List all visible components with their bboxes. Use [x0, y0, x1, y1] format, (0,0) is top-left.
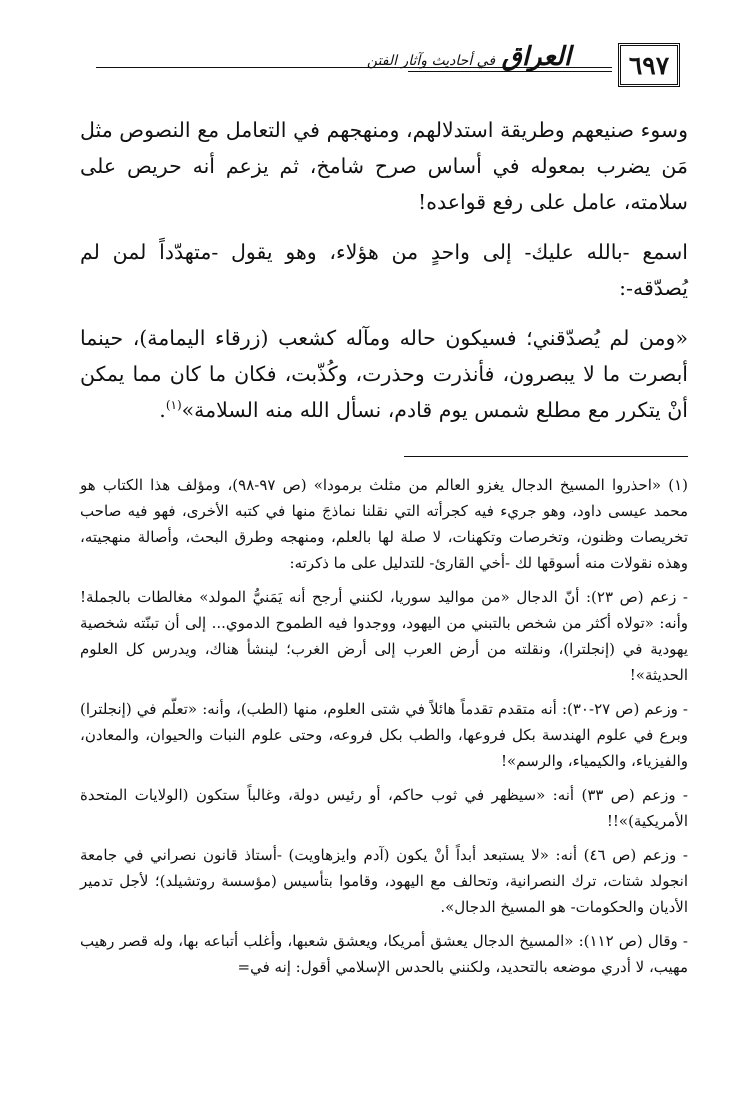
footnote: - وقال (ص ١١٢): «المسيخ الدجال يعشق أمريكا، ويعشق شعبها، وأغلب أتباعه بها، وله قصر رهيب مهيب، لا أدري موضعه بالتحديد، ولكنني بالحدس الإسلامي أقول: إنه في=: [80, 932, 688, 976]
book-title: [344, 42, 594, 72]
paragraph: اسمع -بالله عليك- إلى واحدٍ من هؤلاء، وهو يقول -متهدّداً لمن لم يُصدّقه-:: [80, 240, 688, 300]
quote-text: «ومن لم يُصدّقني؛ فسيكون حاله ومآله كشعب (زرقاء اليمامة)، حينما أبصرت ما لا يبصرون، فأنذرت وحذرت، وكُذّبت، فكان ما كان مما يمكن أنْ يتكرر مع مطلع شمس يوم قادم، نسأل الله منه السلامة»: [80, 326, 688, 422]
running-header: [96, 38, 680, 100]
footnote-ref: (١): [165, 398, 182, 413]
footnote: - وزعم (ص ٣٣) أنه: «سيظهر في ثوب حاكم، أو رئيس دولة، وغالباً ستكون (الولايات المتحدة الأمريكية)»!!: [80, 786, 688, 830]
footnotes: [80, 472, 688, 980]
book-title-main: العراق: [501, 42, 572, 72]
footnote: (١) «احذروا المسيخ الدجال يغزو العالم من مثلث برمودا» (ص ٩٧-٩٨)، ومؤلف هذا الكتاب هو محمد عيسى داود، وهو جريء فيه كجرأته التي نقلنا نماذجَ منها في كتبه الأخرى، فهو فيه صاحب تخريصات وظنون، وتخرصات وتكهنات، لا صلة لها بالعلم، ومنهجه وطرق البحث، وأصالة منهجيته، وهذه نقولات منه أسوقها لك -أخي القارئ- للتدليل على ما ذكرته:: [80, 476, 688, 572]
book-title-sub: في أحاديث وآثار الفتن: [366, 53, 496, 69]
footnote: - وزعم (ص ٢٧-٣٠): أنه متقدم تقدماً هائلاً في شتى العلوم، منها (الطب)، وأنه: «تعلّم في (إنجلترا) وبرع في علوم الهندسة بكل فروعها، والطب بكل فروعه، وحتى علوم النبات والحيوان، والمعادن، والفيزياء، والكيمياء، والرسم»!: [80, 700, 689, 770]
footnote-separator: [404, 456, 688, 457]
quote-end: .: [159, 398, 166, 422]
quote-paragraph: [80, 320, 688, 428]
footnote: - زعم (ص ٢٣): أنّ الدجال «من مواليد سوريا، لكنني أرجح أنه يَمَنيُّ المولد» مغالطات بالجملة! وأنه: «تولاه أكثر من شخص بالتبني من اليهود، ووجدوا فيه الطموح الدموي... إلى أن تبنّته شخصية يهودية في (إنجلترا)، ونقلته من أرض العرب إلى أرض الغرب؛ لينشأ هناك، ويدرس كل العلوم الحديثة»!: [80, 588, 688, 684]
footnote: - وزعم (ص ٤٦) أنه: «لا يستبعد أبداً أنْ يكون (آدم وايزهاويت) -أستاذ قانون نصراني في جامعة انجولد شتات، ترك النصرانية، وتحالف مع اليهود، وقاموا بتأسيس (مؤسسة روتشيلد)؛ لأجل تدمير الأديان والحكومات- هو المسيخ الدجال».: [80, 846, 689, 916]
page-number: ٦٩٧: [618, 43, 680, 87]
main-text: [80, 112, 688, 428]
paragraph: وسوء صنيعهم وطريقة استدلالهم، ومنهجهم في التعامل مع النصوص مثل مَن يضرب بمعوله في أساس صرح شامخ، ثم يزعم أنه حريص على سلامته، عامل على رفع قواعده!: [80, 118, 688, 214]
